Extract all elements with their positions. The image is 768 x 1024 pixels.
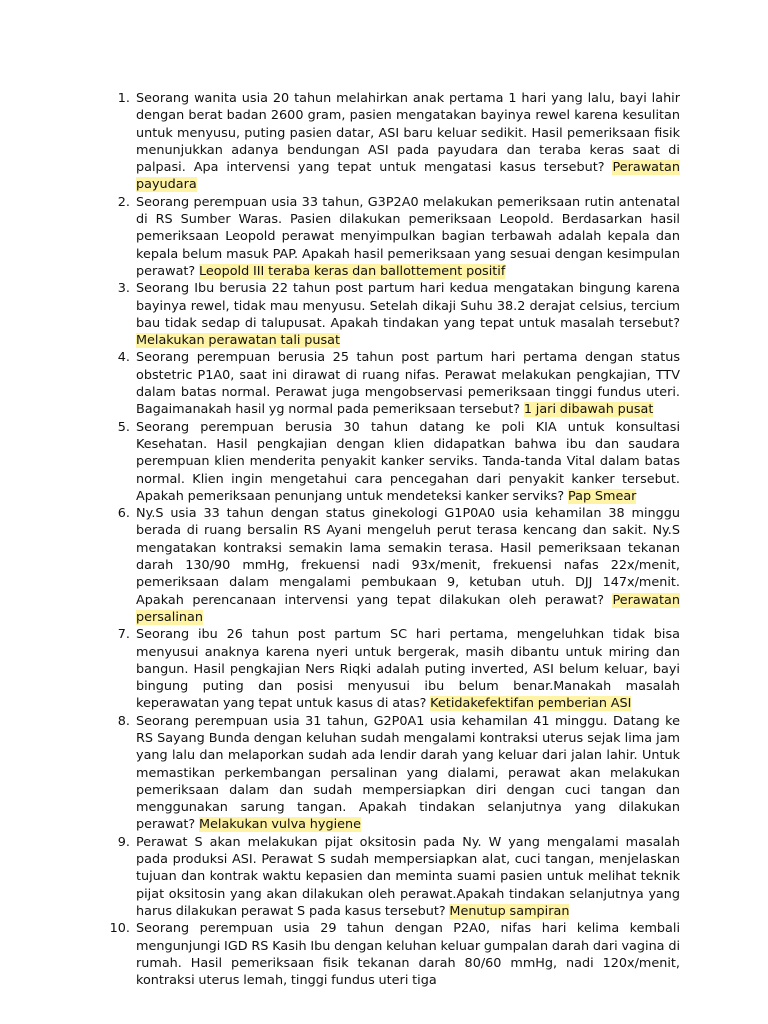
answer-highlight: 1 jari dibawah pusat: [523, 402, 654, 418]
question-list: [100, 90, 680, 989]
question-text: Seorang wanita usia 20 tahun melahirkan anak pertama 1 hari yang lalu, bayi lahir dengan berat badan 2600 gram, pasien mengatakan bayinya rewel karena kesulitan untuk menyusu, puting pasien datar, ASI baru keluar sedikit. Hasil pemeriksaan fisik menunjukkan adanya bendungan ASI pada payudara dan teraba keras saat di palpasi. Apa intervensi yang tepat untuk mengatasi kasus tersebut?: [136, 91, 680, 176]
list-item: [100, 626, 680, 712]
answer-highlight: Leopold III teraba keras dan ballottement positif: [199, 263, 506, 279]
answer-highlight: Melakukan vulva hygiene: [199, 817, 361, 833]
question-number: 10.: [109, 921, 130, 937]
list-item: [100, 349, 680, 418]
question-text: Seorang perempuan usia 31 tahun, G2P0A1 usia kehamilan 41 minggu. Datang ke RS Sayang Bunda dengan keluhan sudah mengalami kontraksi uterus sejak lima jam yang lalu dan melaporkan sudah ada lendir darah yang keluar dari jalan lahir. Untuk memastikan perkembangan persalinan yang dialami, perawat akan melakukan pemeriksaan dalam dan sudah mempersiapkan diri dengan cuci tangan dan menggunakan sarung tangan. Apakah tindakan selanjutnya yang dilakukan perawat?: [136, 713, 680, 833]
question-number: 5.: [117, 419, 130, 435]
question-text: Perawat S akan melakukan pijat oksitosin pada Ny. W yang mengalami masalah pada produksi ASI. Perawat S sudah mempersiapkan alat, cuci tangan, menjelaskan tujuan dan kontrak waktu kepasien dan meminta suami pasien untuk melihat teknik pijat oksitosin yang akan dilakukan oleh perawat.Apakah tindakan selanjutnya yang harus dilakukan perawat S pada kasus tersebut?: [136, 834, 680, 919]
answer-highlight: Perawatan persalinan: [136, 592, 680, 625]
question-number: 6.: [117, 506, 130, 522]
question-text: Seorang perempuan usia 29 tahun dengan P2A0, nifas hari kelima kembali mengunjungi IGD RS Kasih Ibu dengan keluhan keluar gumpalan darah dari vagina di rumah. Hasil pemeriksaan fisik tekanan darah 80/60 mmHg, nadi 120x/menit, kontraksi uterus lemah, tinggi fundus uteri tiga: [136, 921, 680, 989]
list-item: [100, 419, 680, 505]
list-item: [100, 280, 680, 349]
question-number: 1.: [117, 91, 130, 106]
list-item: [100, 505, 680, 626]
question-text: Seorang perempuan berusia 25 tahun post partum hari pertama dengan status obstetric P1A0, saat ini dirawat di ruang nifas. Perawat melakukan pengkajian, TTV dalam batas normal. Perawat juga mengobservasi pemeriksaan tinggi fundus uteri. Bagaimanakah hasil yg normal pada pemeriksaan tersebut?: [136, 350, 680, 418]
list-item: [100, 920, 680, 989]
answer-highlight: Ketidakefektifan pemberian ASI: [430, 696, 632, 712]
answer-highlight: Menutup sampiran: [449, 903, 570, 919]
question-number: 2.: [117, 194, 130, 210]
list-item: [100, 90, 680, 194]
list-item: [100, 834, 680, 920]
question-text: Seorang perempuan berusia 30 tahun datang ke poli KIA untuk konsultasi Kesehatan. Hasil pengkajian dengan klien didapatkan bahwa ibu dan saudara perempuan klien menderita penyakit kanker serviks. Tanda-tanda Vital dalam batas normal. Klien ingin mengetahui cara pencegahan dari penyakit kanker tersebut. Apakah pemeriksaan penunjang untuk mendeteksi kanker serviks?: [136, 419, 680, 504]
question-number: 8.: [117, 713, 130, 729]
question-number: 9.: [117, 834, 130, 850]
question-number: 7.: [117, 627, 130, 643]
question-text: Seorang Ibu berusia 22 tahun post partum hari kedua mengatakan bingung karena bayinya rewel, tidak mau menyusu. Setelah dikaji Suhu 38.2 derajat celsius, tercium bau tidak sedap di talupusat. Apakah tindakan yang tepat untuk masalah tersebut?: [136, 281, 680, 331]
list-item: [100, 194, 680, 280]
list-item: [100, 713, 680, 834]
answer-highlight: Pap Smear: [567, 488, 637, 504]
question-text: Ny.S usia 33 tahun dengan status ginekologi G1P0A0 usia kehamilan 38 minggu berada di ruang bersalin RS Ayani mengeluh perut terasa kencang dan sakit. Ny.S mengatakan kontraksi semakin lama semakin terasa. Hasil pemeriksaan tekanan darah 130/90 mmHg, frekuensi nadi 93x/menit, frekuensi nafas 22x/menit, pemeriksaan dalam mengalami pembukaan 9, ketuban utuh. DJJ 147x/menit. Apakah perencanaan intervensi yang tepat dilakukan oleh perawat?: [136, 506, 680, 608]
answer-highlight: Perawatan payudara: [136, 160, 680, 193]
question-number: 4.: [117, 350, 130, 366]
question-text: Seorang ibu 26 tahun post partum SC hari pertama, mengeluhkan tidak bisa menyusui anaknya karena nyeri untuk bergerak, masih dibantu untuk miring dan bangun. Hasil pengkajian Ners Riqki adalah puting inverted, ASI belum keluar, bayi bingung puting dan posisi menyusui ibu belum benar.Manakah masalah keperawatan yang tepat untuk kasus di atas?: [136, 627, 680, 712]
question-text: Seorang perempuan usia 33 tahun, G3P2A0 melakukan pemeriksaan rutin antenatal di RS Sumber Waras. Pasien dilakukan pemeriksaan Leopold. Berdasarkan hasil pemeriksaan Leopold perawat menyimpulkan bagian terbawah adalah kepala dan kepala belum masuk PAP. Apakah hasil pemeriksaan yang sesuai dengan kesimpulan perawat?: [136, 194, 680, 279]
answer-highlight: Melakukan perawatan tali pusat: [136, 333, 340, 349]
question-number: 3.: [117, 281, 130, 297]
